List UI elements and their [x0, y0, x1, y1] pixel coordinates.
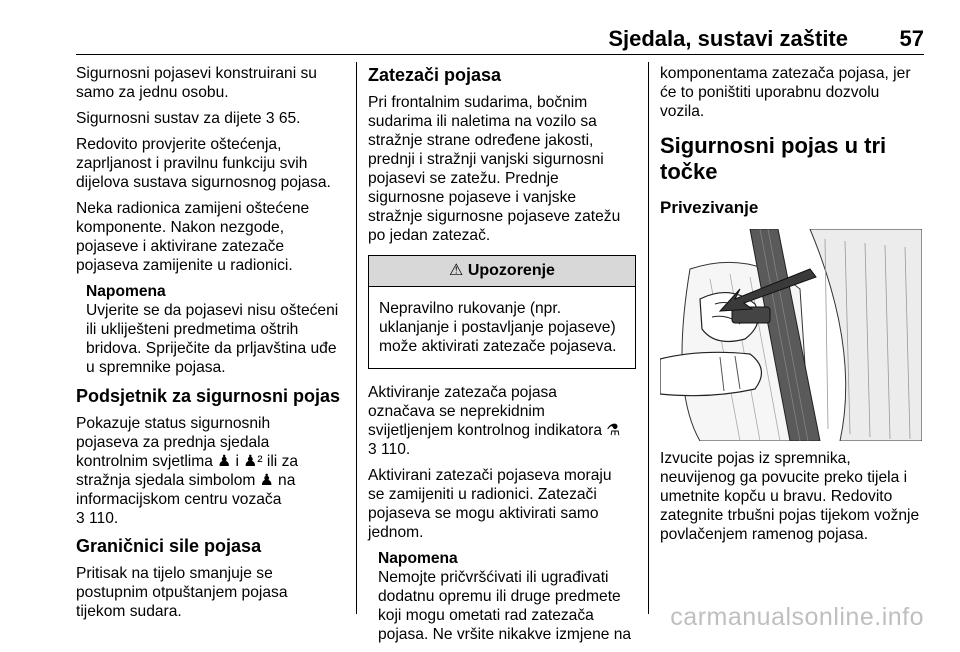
paragraph-child-system-ref: Sigurnosni sustav za dijete 3 65.	[76, 110, 301, 127]
paragraph: Aktiviranje zatezača pojasa označava se neprekidnim svijetljenjem kontrolnog indikatora ⚗ 3 110.	[368, 384, 621, 458]
paragraph: komponentama zatezača pojasa, jer će to poništiti uporabnu dozvolu vozila.	[660, 65, 911, 120]
note-body: Uvjerite se da pojasevi nisu oštećeni ili ukliješteni predmetima oštrih bridova. Spriječite da prljavština uđe u spremnike pojasa.	[86, 302, 339, 376]
warning-triangle-icon: ⚠	[449, 262, 464, 279]
note-body: Nemojte pričvršćivati ili ugrađivati dodatnu opremu ili druge predmete koji mogu ometati rad zatezača pojasa. Ne vršite nikakve izmjene na	[378, 569, 632, 643]
paragraph: Sigurnosni pojasevi konstruirani su samo za jednu osobu.	[76, 65, 317, 101]
subheading-fastening: Privezivanje	[660, 198, 759, 217]
section-heading-reminder: Podsjetnik za sigurnosni pojas	[76, 386, 341, 406]
section-heading-force-limiter: Graničnici sile pojasa	[76, 536, 262, 556]
paragraph: Izvucite pojas iz spremnika, neuvijenog ga povucite preko tijela i umetnite kopču u bravu. Redovito zategnite trbušni pojas tijekom vožnje povlačenjem ramenog pojasa.	[660, 450, 920, 543]
note-box	[76, 282, 344, 377]
column-3	[660, 64, 930, 551]
section-heading-pretensioners: Zatezači pojasa	[368, 65, 502, 85]
warning-header	[369, 256, 635, 287]
paragraph: Neka radionica zamijeni oštećene komponente. Nakon nezgode, pojaseve i aktivirane zatezače pojaseva zamijenite u radionici.	[76, 200, 310, 274]
section-heading-three-point-belt: Sigurnosni pojas u tri točke	[660, 133, 887, 184]
warning-title: Upozorenje	[467, 262, 555, 279]
column-2	[368, 64, 636, 652]
note-box	[368, 549, 636, 644]
seat-belt-drawing	[660, 229, 922, 441]
watermark: carmanualsonline.info	[670, 603, 924, 631]
column-1	[76, 64, 344, 628]
note-title: Napomena	[378, 550, 458, 567]
seat-belt-illustration	[660, 229, 922, 441]
paragraph: Redovito provjerite oštećenja, zaprljanost i pravilnu funkciju svih dijelova sustava sigurnosnog pojasa.	[76, 136, 331, 191]
page-title: Sjedala, sustavi zaštite	[608, 26, 848, 51]
paragraph: Pritisak na tijelo smanjuje se postupnim otpuštanjem pojasa tijekom sudara.	[76, 565, 288, 620]
column-divider	[648, 62, 649, 614]
warning-box	[368, 255, 636, 369]
note-title: Napomena	[86, 283, 166, 300]
paragraph: Pri frontalnim sudarima, bočnim sudarima ili naletima na vozilo sa stražnje strane određene jakosti, prednji i stražnji vanjski sigurnosni pojasevi se zatežu. Prednje sigurnosne pojaseve i vanjske stražnje sigurnosne pojaseve zatežu po jedan zatezač.	[368, 94, 621, 244]
paragraph: Pokazuje status sigurnosnih pojaseva za prednja sjedala kontrolnim svjetlima ♟ i ♟² ili za stražnja sjedala simbolom ♟ na informacijskom centru vozača 3 110.	[76, 415, 299, 527]
page-number: 57	[899, 26, 924, 51]
column-divider	[356, 62, 357, 614]
page-header	[76, 22, 924, 55]
paragraph: Aktivirani zatezači pojaseva moraju se zamijeniti u radionici. Zatezači pojaseva se mogu aktivirati samo jednom.	[368, 467, 612, 541]
warning-body: Nepravilno rukovanje (npr. uklanjanje i postavljanje pojaseve) može aktivirati zatezače pojaseva.	[379, 300, 617, 355]
